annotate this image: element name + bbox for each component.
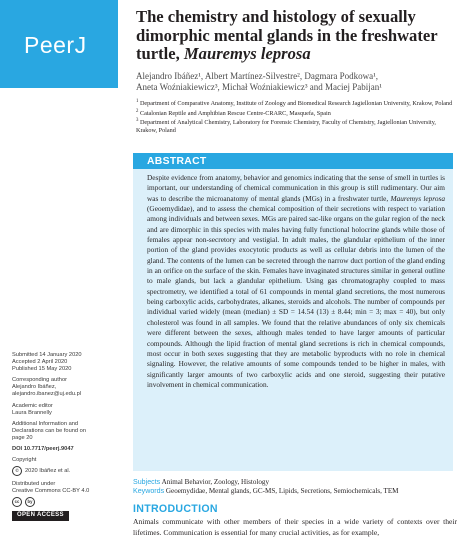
affiliation-2: $^2$ Catalonian Reptile and Amphibian Rescue Centre-CRARC, Masquefa, Spain xyxy=(136,108,331,117)
peerj-logo-block[interactable] xyxy=(0,0,118,88)
article-title xyxy=(136,8,456,64)
copyright-icon: © xyxy=(12,466,22,476)
authors-line-1[interactable]: Alejandro Ibáñez¹, Albert Martínez-Silvestre², Dagmara Podkowa¹, xyxy=(136,71,379,81)
cc-license-icons[interactable] xyxy=(12,497,130,507)
abstract-heading: ABSTRACT xyxy=(147,155,207,167)
by-icon: by xyxy=(25,497,35,507)
keywords-label: Keywords xyxy=(133,487,165,496)
academic-editor-name: Laura Brannelly xyxy=(12,409,52,416)
article-sidebar xyxy=(12,352,130,521)
corresponding-author-name: Alejandro Ibáñez, xyxy=(12,384,57,391)
author-list xyxy=(136,71,456,94)
abstract-header xyxy=(133,153,453,169)
academic-editor-label: Academic editor xyxy=(12,402,53,409)
published-date: Published 15 May 2020 xyxy=(12,366,72,373)
corresponding-author-label: Corresponding author xyxy=(12,377,68,384)
authors-line-2[interactable]: Aneta Woźniakiewicz³, Michał Woźniakiewicz³ and Maciej Pabijan¹ xyxy=(136,82,382,93)
additional-info-link[interactable]: Additional Information and Declarations can be found on page 20 xyxy=(12,420,86,441)
copyright-text: 2020 Ibáñez et al. xyxy=(25,467,71,474)
abstract-body: Despite evidence from anatomy, behavior and genomics indicating that the sense of smell in turtles is important, our understanding of chemical communication in this group is still rudimentary. Our aim was to describe the microanatomy of mental glands (MGs) in a freshwater turtle, Mauremys leprosa (Geoemydidae), and to assess the chemical composition of their secretions with respect to variation among individuals and between sexes. MGs are paired sac-like organs on the gular region of the neck and are dimorphic in this species with males having fully functional holocrine glands while those of females appear non-secretory and vestigial. In adult males, the glandular epithelium of the inner portion of the gland provides exocytotic products as well as cellular debris into the lumen of the gland. The contents of the lumen can be secreted through the narrow duct portion of the gland ending in an orifice on the surface of the skin. Females have invaginated structures similar in general outline to male glands, but lack a glandular epithelium. Using gas chromatography coupled to mass spectrometry, we identified a total of 61 compounds in mental gland secretions, the most numerous being carboxylic acids, carbohydrates, alkanes, steroids and alcohols. The number of compounds per individual varied widely (mean (median) ± SD = 14.54 (13) ± 8.44; min = 3; max = 40), but only cholesterol was found in all samples. We found that the relative abundances of only six chemicals were different between the sexes, although males tended to have larger amounts of particular compounds. Although the lipid fraction of mental gland secretions is rich in chemical compounds, most occur in both sexes suggesting that they are metabolic byproducts with no role in chemical signaling. However, the relative amounts of some compounds tended to be higher in males, with significantly larger amounts of two carboxylic acids and one steroid, suggesting their putative involvement in chemical communication. xyxy=(147,173,445,389)
distributed-under: Distributed under xyxy=(12,481,56,488)
keywords-text: Geoemydidae, Mental glands, GC-MS, Lipids, Secretions, Semiochemicals, TEM xyxy=(164,487,399,496)
title-text: The chemistry and histology of sexually dimorphic mental glands in the freshwater turtle, xyxy=(136,7,438,64)
accepted-date: Accepted 2 April 2020 xyxy=(12,359,68,366)
subjects-keywords xyxy=(133,478,453,497)
affiliation-3: $^3$ Department of Analytical Chemistry, Laboratory for Forensic Chemistry, Faculty of Chemistry, Jagiellonian University, Krakow, Poland xyxy=(136,118,436,134)
license-link[interactable]: Creative Commons CC-BY 4.0 xyxy=(12,488,90,495)
affiliation-1: $^1$ Department of Comparative Anatomy, Institute of Zoology and Biomedical Research Jagiellonian University, Krakow, Poland xyxy=(136,99,453,108)
corresponding-author-email[interactable]: alejandro.ibanez@uj.edu.pl xyxy=(12,391,82,398)
copyright-label: Copyright xyxy=(12,457,37,464)
affiliations xyxy=(136,98,456,135)
abstract-species: Mauremys leprosa xyxy=(390,193,445,203)
copyright-row xyxy=(12,466,130,476)
keywords-line xyxy=(133,487,453,496)
introduction-heading: INTRODUCTION xyxy=(133,503,218,515)
submitted-date: Submitted 14 January 2020 xyxy=(12,352,82,358)
subjects-label: Subjects xyxy=(133,478,161,486)
open-access-badge: OPEN ACCESS xyxy=(12,511,69,520)
peerj-logo: PeerJ xyxy=(24,32,87,58)
subjects-line xyxy=(133,478,453,487)
cc-icon: cc xyxy=(12,497,22,507)
title-species: Mauremys leprosa xyxy=(183,44,311,64)
doi-link[interactable]: DOI 10.7717/peerj.9047 xyxy=(12,446,74,453)
subjects-text: Animal Behavior, Zoology, Histology xyxy=(160,478,270,486)
abstract-section xyxy=(133,153,453,471)
introduction-body: Animals communicate with other members of their species in a wide variety of contexts over their lifetimes. Communication is essential for many crucial activities, as for example, xyxy=(133,517,457,537)
